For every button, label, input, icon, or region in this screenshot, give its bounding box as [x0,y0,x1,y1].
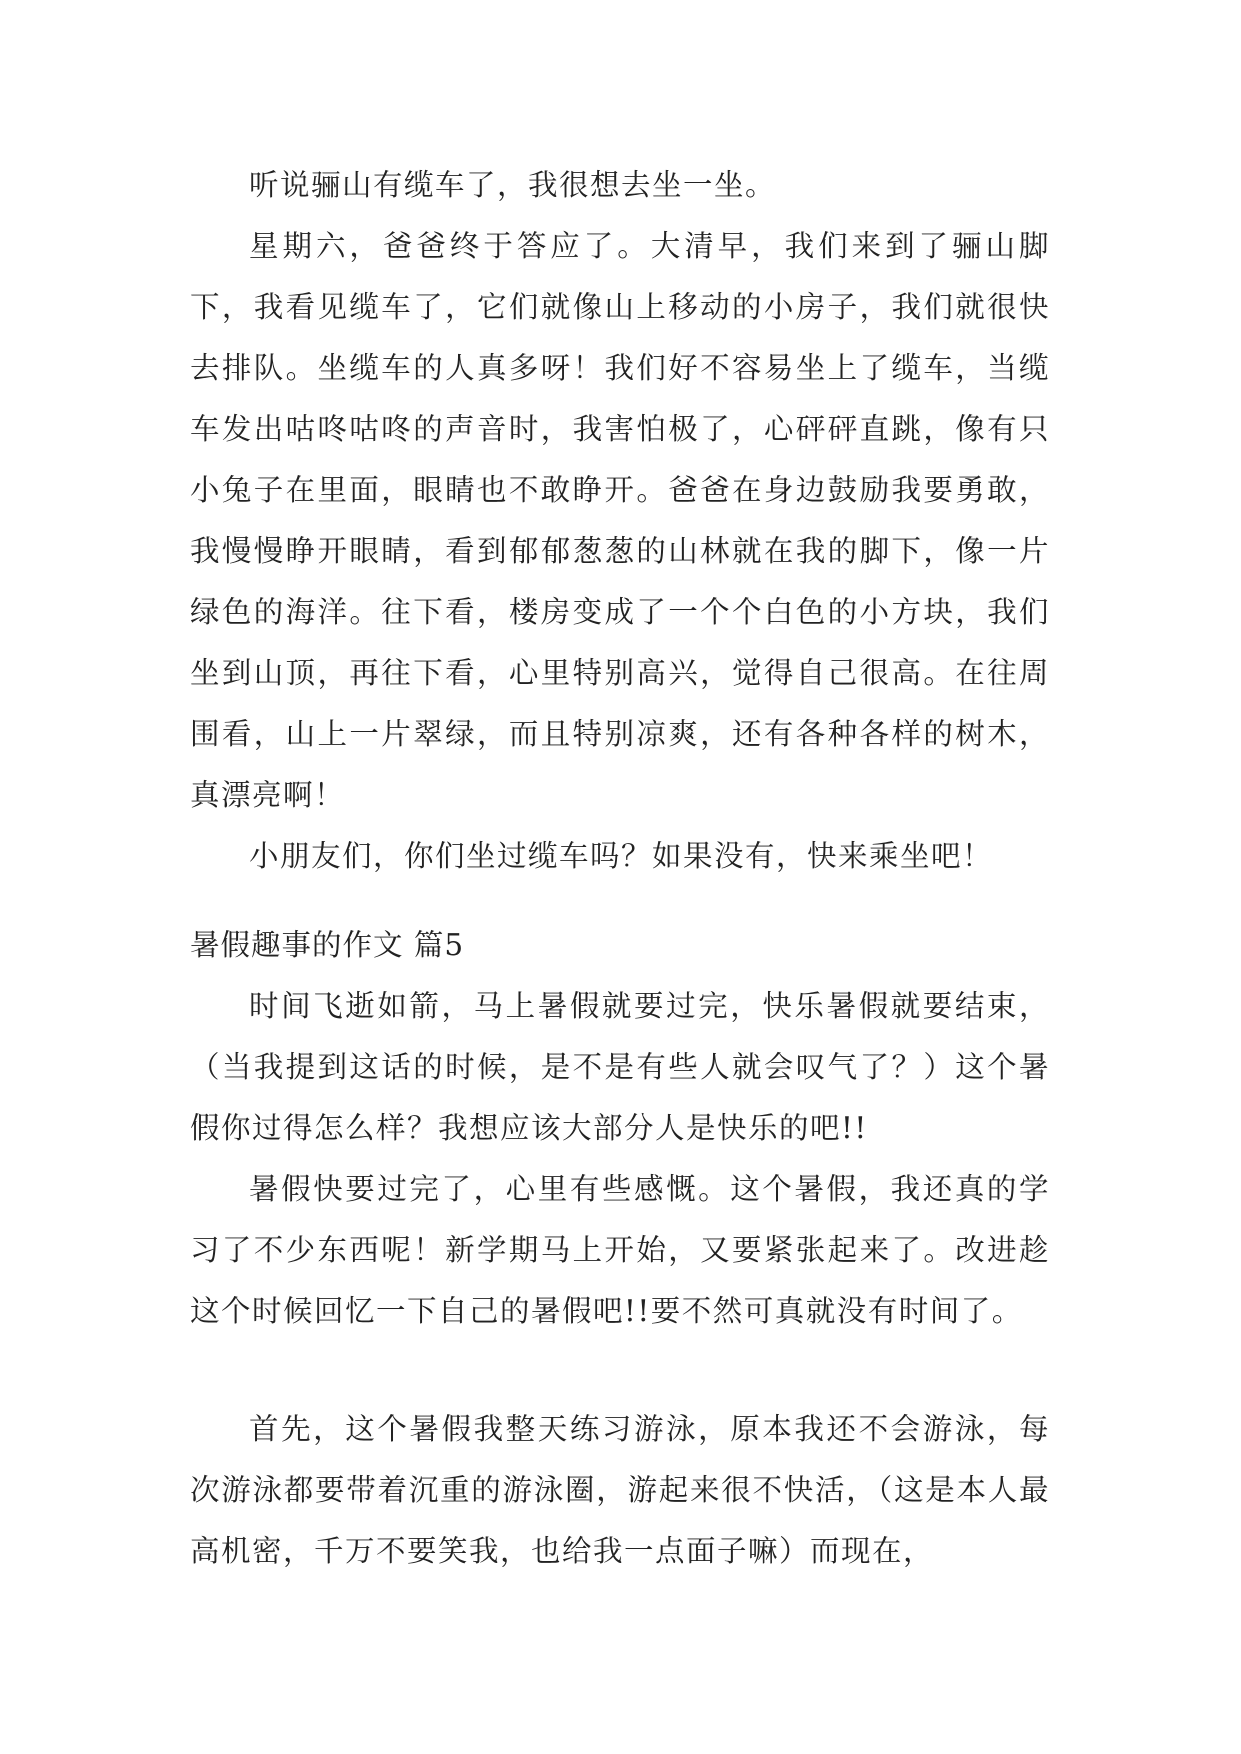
paragraph-cable-car-intro: 听说骊山有缆车了，我很想去坐一坐。 [249,168,777,202]
section-heading: 暑假趣事的作文 篇5 [190,928,465,962]
paragraph-summer-ending: 时间飞逝如箭，马上暑假就要过完，快乐暑假就要结束，（当我提到这话的时候，是不是有些人就会叹气了？）这个暑假你过得怎么样？我想应该大部分人是快乐的吧!! [190,989,1050,1145]
essay-block-section [190,976,1050,1342]
paragraph-cable-car-ride: 星期六，爸爸终于答应了。大清早，我们来到了骊山脚下，我看见缆车了，它们就像山上移动的小房子，我们就很快去排队。坐缆车的人真多呀！我们好不容易坐上了缆车，当缆车发出咕咚咕咚的声音时，我害怕极了，心砰砰直跳，像有只小兔子在里面，眼睛也不敢睁开。爸爸在身边鼓励我要勇敢，我慢慢睁开眼睛，看到郁郁葱葱的山林就在我的脚下，像一片绿色的海洋。往下看，楼房变成了一个个白色的小方块，我们坐到山顶，再往下看，心里特别高兴，觉得自己很高。在往周围看，山上一片翠绿，而且特别凉爽，还有各种各样的树木，真漂亮啊！ [190,229,1050,812]
essay-block-top [190,155,1050,887]
paragraph-swimming: 首先，这个暑假我整天练习游泳，原本我还不会游泳，每次游泳都要带着沉重的游泳圈，游起来很不快活，（这是本人最高机密，千万不要笑我，也给我一点面子嘛）而现在， [190,1412,1050,1568]
paragraph-cable-car-invite: 小朋友们，你们坐过缆车吗？如果没有，快来乘坐吧！ [249,839,994,873]
section-heading-block [190,915,1050,976]
paragraph-summer-reflection: 暑假快要过完了，心里有些感慨。这个暑假，我还真的学习了不少东西呢！新学期马上开始，又要紧张起来了。改进趁这个时候回忆一下自己的暑假吧!!要不然可真就没有时间了。 [190,1172,1050,1328]
essay-block-bottom [190,1399,1050,1582]
